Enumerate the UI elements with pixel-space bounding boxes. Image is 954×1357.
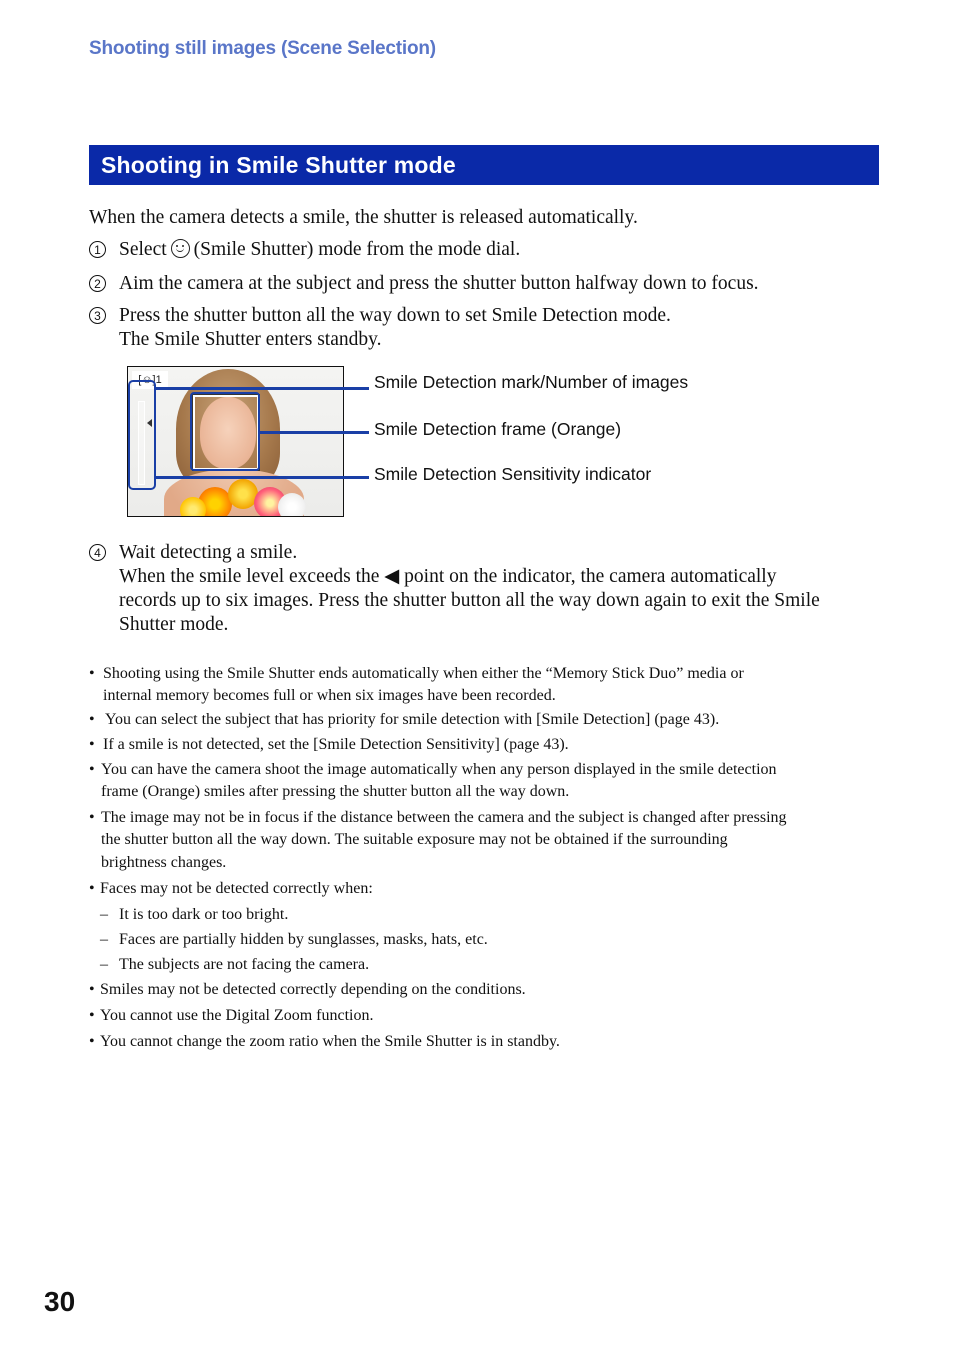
smile-detection-mark: [☺]1 (132, 371, 168, 389)
smile-icon (171, 239, 190, 258)
step-number: 4 (89, 544, 106, 561)
step-number: 1 (89, 241, 106, 258)
running-head: Shooting still images (Scene Selection) (89, 38, 436, 59)
callout-line (156, 387, 369, 390)
step-text: Shutter mode. (119, 614, 229, 635)
callout-line (156, 476, 369, 479)
step-text: Press the shutter button all the way down to set Smile Detection mode. (119, 305, 671, 326)
step-text: Aim the camera at the subject and press the shutter button halfway down to focus. (119, 273, 759, 294)
step-text: Wait detecting a smile. (119, 542, 298, 563)
section-title: Shooting in Smile Shutter mode (101, 151, 456, 178)
flower-image (180, 497, 206, 517)
page-number: 30 (44, 1286, 76, 1317)
indicator-highlight-outline (128, 380, 156, 490)
step-text: records up to six images. Press the shutter button all the way down again to exit the Smile (119, 590, 820, 611)
step-text: The Smile Shutter enters standby. (119, 329, 382, 350)
step-number: 2 (89, 275, 106, 292)
section-header (89, 145, 879, 185)
callout-line (260, 431, 369, 434)
intro-text: When the camera detects a smile, the shutter is released automatically. (89, 207, 638, 228)
callout-mark-label: Smile Detection mark/Number of images (374, 372, 689, 392)
flower-image (278, 493, 306, 517)
step-number: 3 (89, 307, 106, 324)
step-text: Select (Smile Shutter) mode from the mode dial. (119, 239, 521, 260)
step-text: When the smile level exceeds the ◀ point on the indicator, the camera automatically (119, 566, 777, 587)
callout-frame-label: Smile Detection frame (Orange) (374, 419, 622, 439)
frame-highlight-outline (190, 392, 260, 471)
callout-indicator-label: Smile Detection Sensitivity indicator (374, 464, 652, 484)
